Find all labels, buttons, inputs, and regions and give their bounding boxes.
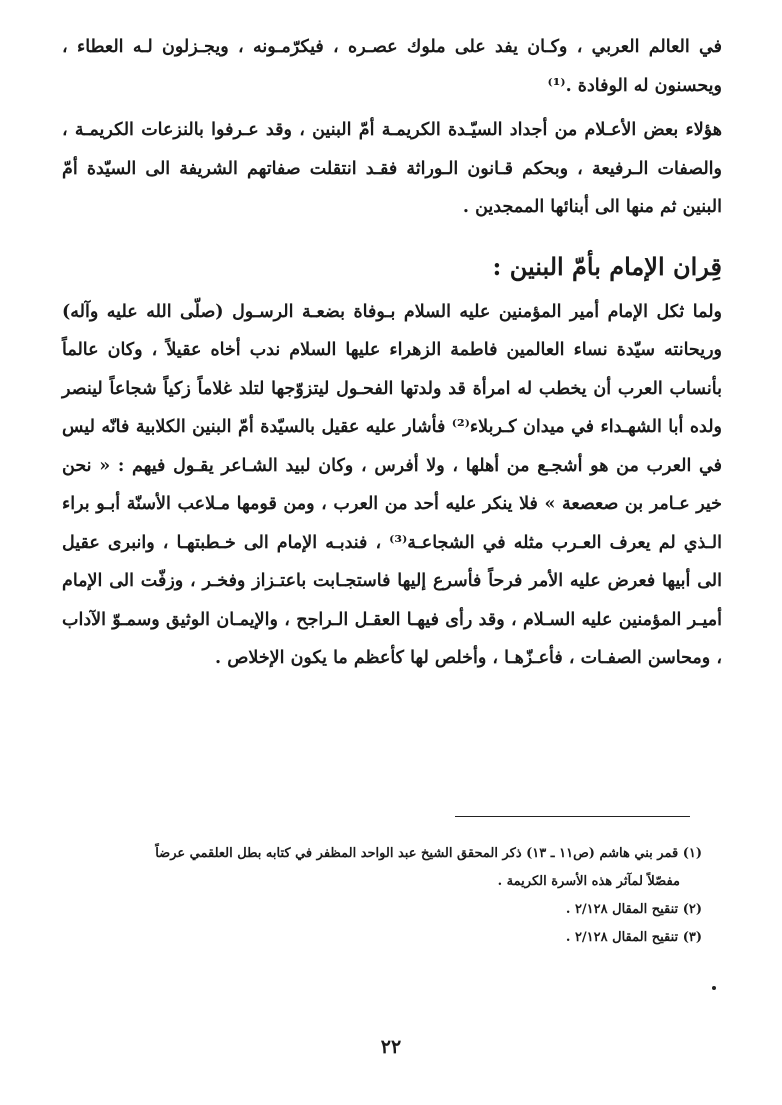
footnote-3: (٣) تنقيح المقال ٢/١٢٨ .: [565, 930, 702, 945]
paragraph-2: هؤلاء بعض الأعـلام من أجداد السيّـدة الكريمـة أمّ البنين ، وقد عـرفوا بالنزعات الكريمـة ، والصفات الـرفيعة ، وبحكم قـانون الـوراثة فقـد انتقلت صفاتهم الشريفة الى السيّدة أمّ البنين ثم منها الى أبنائها الممجدين .: [62, 120, 722, 217]
footnote-divider: [455, 816, 690, 817]
page-number: ٢٢: [380, 1036, 402, 1058]
stray-mark: [712, 986, 716, 990]
footnote-2: (٢) تنقيح المقال ٢/١٢٨ .: [565, 902, 702, 917]
main-text: [62, 28, 722, 678]
footnote-1-line-1: (١) قمر بني هاشم (ص١١ ـ ١٣) ذكر المحقق الشيخ عبد الواحد المظفر في كتابه بطل العلقمي عرضاً: [155, 846, 702, 861]
paragraph-1: في العالم العربي ، وكـان يفد على ملوك عصـره ، فيكرّمـونه ، ويجـزلون لـه العطاء ، ويحسنون له الوفادة .⁽¹⁾: [62, 37, 722, 96]
section-heading: قِران الإمام بأمّ البنين :: [492, 251, 722, 281]
paragraph-3: ولما ثكل الإمام أمير المؤمنين عليه السلام بـوفاة بضعـة الرسـول (صلّى الله عليه وآله) وريحانته سيّدة نساء العالمين فاطمة الزهراء عليها السلام ندب أخاه عقيلاً ، وكان عالماً بأنساب العرب أن يخطب له امرأة قد ولدتها الفحـول ليتزوّجها لتلد غلاماً زكياً شجاعاً لينصر ولده أبا الشهـداء في ميدان كـربلاء⁽²⁾ فأشار عليه عقيل بالسيّدة أمّ البنين الكلابية فانّه ليس في العرب من هو أشجـع من أهلها ، ولا أفرس ، وكان لبيد الشـاعر يقـول فيهم : « نحن خير عـامر بن صعصعة » فلا ينكر عليه أحد من العرب ، ومن قومها مـلاعب الأسنّة أبـو براء الـذي لم يعرف العـرب مثله في الشجاعـة⁽³⁾ ، فندبـه الإمام الى خـطبتهـا ، وانبرى عقيل الى أبيها فعرض عليه الأمر فرحاً فأسرع إليها فاستجـابت باعتـزاز وفخـر ، وزفّت الى الإمام أميـر المؤمنين عليه السـلام ، وقد رأى فيهـا العقـل الـراجح ، والإيمـان الوثيق وسمـوّ الآداب ، ومحاسن الصفـات ، فأعـزّهـا ، وأخلص لها كأعظم ما يكون الإخلاص .: [62, 301, 722, 668]
footnotes: [62, 840, 702, 952]
footnote-1-line-2: مفصّلاً لمآثر هذه الأسرة الكريمة .: [497, 874, 680, 889]
